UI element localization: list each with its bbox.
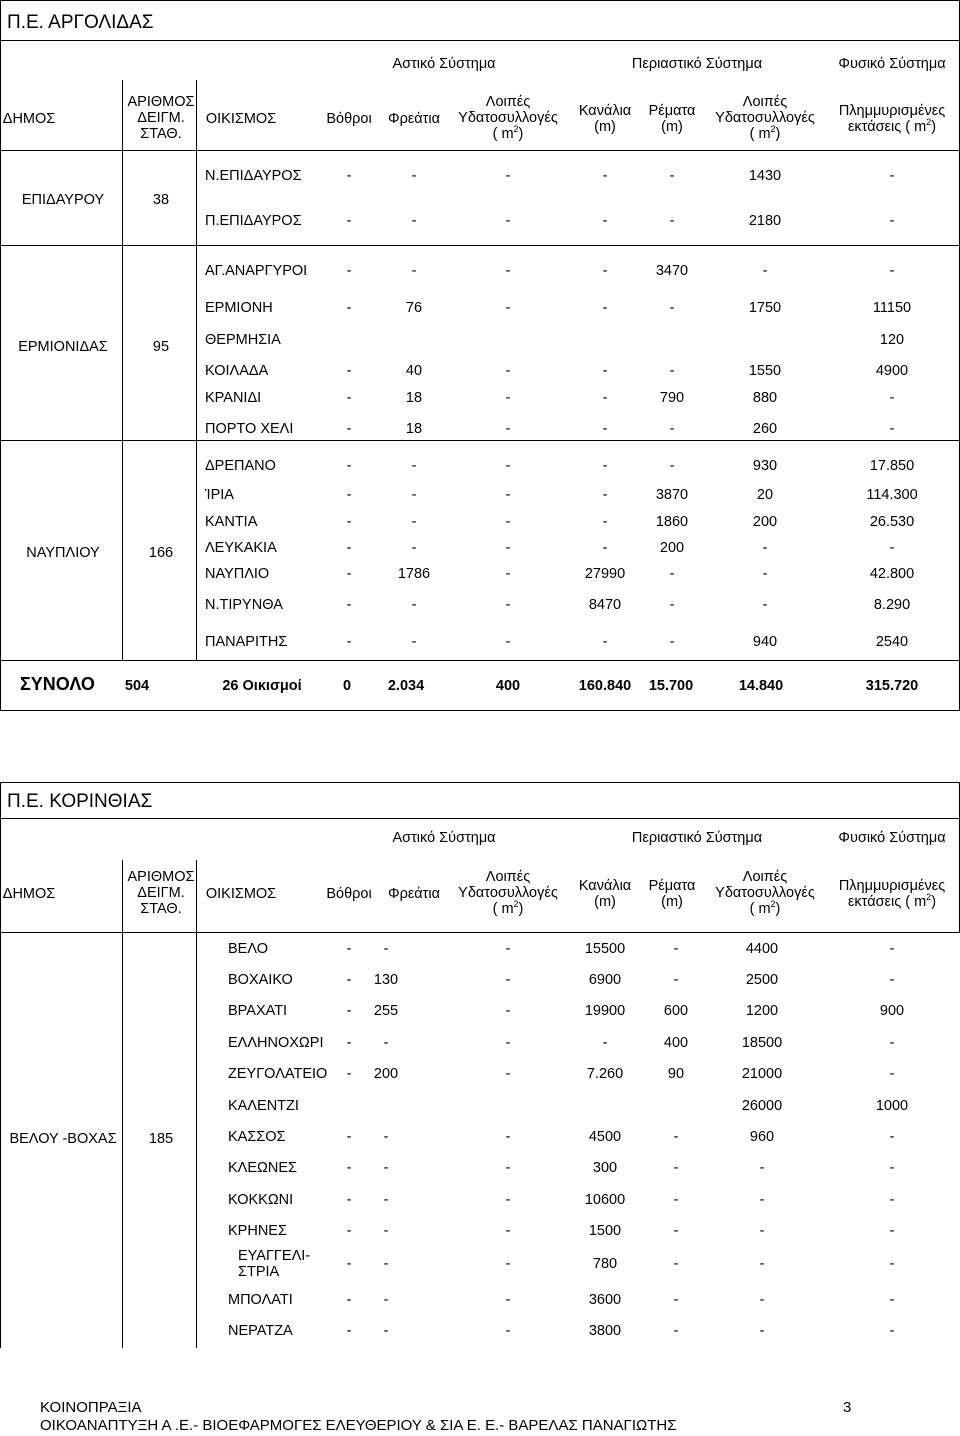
total-value: 315.720 (865, 678, 919, 694)
cell-value: - (602, 421, 608, 437)
settlement-name: ΒΟΧΑΙΚΟ (228, 972, 293, 988)
cell-value: - (346, 634, 352, 650)
cell-value: - (889, 213, 895, 229)
cell-value: - (889, 1192, 895, 1208)
cell-value: - (602, 213, 608, 229)
cell-value: - (383, 1256, 389, 1272)
cell-value: - (346, 1035, 352, 1051)
cell-value: - (346, 1003, 352, 1019)
municipality-count: 95 (152, 339, 170, 355)
cell-value: 930 (752, 458, 778, 474)
total-label: ΣΥΝΟΛΟ (20, 674, 95, 694)
cell-value: - (889, 1129, 895, 1145)
col-remata: Ρέματα (m) (648, 878, 696, 910)
cell-value: 42.800 (869, 566, 915, 582)
settlement-name: ΝΑΥΠΛΙΟ (205, 566, 270, 582)
cell-value: - (505, 1129, 511, 1145)
settlement-name: Ν.ΕΠΙΔΑΥΡΟΣ (205, 168, 302, 184)
col-loipes-b: Λοιπές Υδατοσυλλογές ( $m^2$) (715, 94, 815, 142)
settlement-name: ΚΑΣΣΟΣ (228, 1129, 286, 1145)
cell-value: - (759, 1192, 765, 1208)
col-kanalia: Κανάλια (m) (578, 103, 632, 135)
cell-value: 200 (373, 1066, 399, 1082)
cell-value: 76 (405, 300, 423, 316)
cell-value: 1430 (748, 168, 782, 184)
cell-value: - (346, 566, 352, 582)
col-dimos: ΔΗΜΟΣ (2, 111, 56, 127)
col-freatia: Φρεάτια (388, 111, 440, 127)
settlement-name: ΠΟΡΤΟ ΧΕΛΙ (205, 421, 294, 437)
cell-value: - (673, 1223, 679, 1239)
group-peri: Περιαστικό Σύστημα (631, 56, 763, 72)
cell-value: 780 (592, 1256, 618, 1272)
cell-value: - (383, 1035, 389, 1051)
municipality-name: ΕΡΜΙΟΝΙΔΑΣ (18, 339, 108, 355)
cell-value: 90 (667, 1066, 685, 1082)
cell-value: - (411, 168, 417, 184)
cell-value: 2500 (745, 972, 779, 988)
cell-value: - (673, 941, 679, 957)
cell-value: - (346, 597, 352, 613)
col-plimmyrismenes: Πλημμυρισμένες εκτάσεις ( $m^2$) (838, 103, 946, 135)
settlement-name: ΚΟΚΚΩΝΙ (228, 1192, 294, 1208)
municipality-name: ΝΑΥΠΛΙΟΥ (26, 545, 100, 561)
cell-value: - (669, 597, 675, 613)
cell-value: - (505, 363, 511, 379)
cell-value: 3470 (655, 263, 689, 279)
cell-value: - (669, 213, 675, 229)
cell-value: - (759, 1160, 765, 1176)
cell-value: - (762, 566, 768, 582)
cell-value: - (762, 597, 768, 613)
cell-value: 8470 (588, 597, 622, 613)
cell-value: - (889, 972, 895, 988)
cell-value: 940 (752, 634, 778, 650)
cell-value: - (889, 1066, 895, 1082)
cell-value: 18 (405, 421, 423, 437)
cell-value: 1500 (588, 1223, 622, 1239)
settlement-name: ΒΕΛΟ (228, 941, 269, 957)
cell-value: - (346, 1292, 352, 1308)
cell-value: 255 (373, 1003, 399, 1019)
cell-value: - (383, 941, 389, 957)
settlement-name: ΕΛΛΗΝΟΧΩΡΙ (228, 1035, 324, 1051)
total-value: 14.840 (738, 678, 784, 694)
col-plimmyrismenes: Πλημμυρισμένες εκτάσεις ( $m^2$) (838, 878, 946, 910)
cell-value: 1786 (397, 566, 431, 582)
cell-value: - (411, 263, 417, 279)
cell-value: - (602, 300, 608, 316)
cell-value: - (411, 540, 417, 556)
cell-value: 1200 (745, 1003, 779, 1019)
cell-value: - (889, 421, 895, 437)
settlement-name: ΠΑΝΑΡΙΤΗΣ (205, 634, 288, 650)
cell-value: - (411, 597, 417, 613)
cell-value: - (889, 168, 895, 184)
col-oikismos: ΟΙΚΙΣΜΟΣ (205, 111, 277, 127)
col-dimos: ΔΗΜΟΣ (2, 886, 56, 902)
cell-value: - (411, 458, 417, 474)
cell-value: - (383, 1323, 389, 1339)
cell-value: - (673, 1256, 679, 1272)
cell-value: 1860 (655, 514, 689, 530)
settlement-name: ΒΡΑΧΑΤΙ (228, 1003, 288, 1019)
total-value: 15.700 (648, 678, 694, 694)
cell-value: 880 (752, 390, 778, 406)
col-remata: Ρέματα (m) (648, 103, 696, 135)
section-title: Π.Ε. ΑΡΓΟΛΙΔΑΣ (7, 12, 154, 33)
cell-value: - (346, 1160, 352, 1176)
cell-value: - (346, 514, 352, 530)
page-number: 3 (843, 1399, 852, 1416)
group-peri: Περιαστικό Σύστημα (631, 830, 763, 846)
settlement-name: ΚΛΕΩΝΕΣ (228, 1160, 297, 1176)
group-natural: Φυσικό Σύστημα (838, 830, 946, 846)
cell-value: - (505, 168, 511, 184)
cell-value: - (346, 1192, 352, 1208)
cell-value: - (505, 1323, 511, 1339)
municipality-name: ΒΕΛΟΥ -ΒΟΧΑΣ (9, 1131, 117, 1147)
cell-value: - (669, 634, 675, 650)
cell-value: - (505, 421, 511, 437)
cell-value: - (889, 1292, 895, 1308)
cell-value: - (889, 540, 895, 556)
settlement-name: ΚΑΝΤΙΑ (205, 514, 258, 530)
cell-value: 21000 (741, 1066, 783, 1082)
cell-value: - (669, 300, 675, 316)
cell-value: - (889, 1223, 895, 1239)
municipality-count: 185 (148, 1131, 174, 1147)
cell-value: - (602, 363, 608, 379)
group-urban: Αστικό Σύστημα (392, 56, 496, 72)
settlement-name: ΚΟΙΛΑΔΑ (205, 363, 269, 379)
settlement-name: Π.ΕΠΙΔΑΥΡΟΣ (205, 213, 302, 229)
cell-value: 3870 (655, 487, 689, 503)
cell-value: - (762, 263, 768, 279)
cell-value: - (673, 1323, 679, 1339)
total-value: 400 (495, 678, 521, 694)
col-kanalia: Κανάλια (m) (578, 878, 632, 910)
settlement-name: Ν.ΤΙΡΥΝΘΑ (205, 597, 283, 613)
cell-value: - (383, 1129, 389, 1145)
cell-value: 400 (663, 1035, 689, 1051)
cell-value: - (346, 1223, 352, 1239)
col-arithmos: ΑΡΙΘΜΟΣ ΔΕΙΓΜ. ΣΤΑΘ. (127, 94, 195, 142)
settlement-name: ΖΕΥΓΟΛΑΤΕΙΟ (228, 1066, 328, 1082)
cell-value: - (383, 1292, 389, 1308)
cell-value: 26000 (741, 1098, 783, 1114)
cell-value: - (346, 421, 352, 437)
cell-value: - (505, 300, 511, 316)
cell-value: 6900 (588, 972, 622, 988)
cell-value: - (889, 1256, 895, 1272)
cell-value: 26.530 (869, 514, 915, 530)
cell-value: - (889, 263, 895, 279)
cell-value: 300 (592, 1160, 618, 1176)
cell-value: - (602, 458, 608, 474)
cell-value: - (669, 168, 675, 184)
cell-value: - (346, 263, 352, 279)
cell-value: 260 (752, 421, 778, 437)
cell-value: - (411, 213, 417, 229)
col-vothroi: Βόθροι (326, 111, 372, 127)
cell-value: 200 (752, 514, 778, 530)
cell-value: - (505, 540, 511, 556)
cell-value: - (505, 487, 511, 503)
cell-value: - (673, 1160, 679, 1176)
col-vothroi: Βόθροι (326, 886, 372, 902)
cell-value: - (889, 390, 895, 406)
settlement-name: ΘΕΡΜΗΣΙΑ (205, 332, 281, 348)
cell-value: 790 (659, 390, 685, 406)
cell-value: 900 (879, 1003, 905, 1019)
municipality-name: ΕΠΙΔΑΥΡΟΥ (21, 192, 105, 208)
cell-value: 130 (373, 972, 399, 988)
cell-value: 3600 (588, 1292, 622, 1308)
cell-value: 11150 (872, 300, 912, 316)
cell-value: - (505, 213, 511, 229)
settlement-name: ΑΓ.ΑΝΑΡΓΥΡΟΙ (205, 263, 308, 279)
cell-value: 4500 (588, 1129, 622, 1145)
cell-value: - (383, 1160, 389, 1176)
cell-value: 1000 (875, 1098, 909, 1114)
cell-value: - (346, 1066, 352, 1082)
cell-value: - (346, 300, 352, 316)
col-loipes-b: Λοιπές Υδατοσυλλογές ( $m^2$) (715, 869, 815, 917)
cell-value: - (346, 1323, 352, 1339)
cell-value: - (673, 1292, 679, 1308)
cell-value: - (889, 1323, 895, 1339)
cell-value: - (505, 1066, 511, 1082)
cell-value: - (669, 458, 675, 474)
cell-value: - (505, 1292, 511, 1308)
municipality-count: 166 (148, 545, 174, 561)
cell-value: - (673, 1192, 679, 1208)
cell-value: - (602, 1035, 608, 1051)
cell-value: 2540 (875, 634, 909, 650)
cell-value: - (669, 421, 675, 437)
cell-value: 27990 (584, 566, 626, 582)
settlement-name: ΊΡΙΑ (205, 487, 234, 503)
cell-value: - (505, 597, 511, 613)
cell-value: - (411, 634, 417, 650)
settlement-name: ΚΡΗΝΕΣ (228, 1223, 287, 1239)
cell-value: - (669, 363, 675, 379)
cell-value: 18 (405, 390, 423, 406)
cell-value: 200 (659, 540, 685, 556)
cell-value: - (346, 487, 352, 503)
cell-value: - (759, 1323, 765, 1339)
cell-value: - (602, 634, 608, 650)
cell-value: - (889, 1160, 895, 1176)
cell-value: - (505, 1035, 511, 1051)
cell-value: - (602, 514, 608, 530)
cell-value: - (346, 390, 352, 406)
group-natural: Φυσικό Σύστημα (838, 56, 946, 72)
cell-value: - (505, 972, 511, 988)
cell-value: 114.300 (866, 487, 918, 503)
cell-value: 17.850 (869, 458, 915, 474)
cell-value: - (889, 941, 895, 957)
cell-value: - (505, 263, 511, 279)
cell-value: 8.290 (873, 597, 911, 613)
cell-value: - (505, 1223, 511, 1239)
settlement-name: ΝΕΡΑΤΖΑ (228, 1323, 293, 1339)
cell-value: - (411, 487, 417, 503)
cell-value: - (411, 514, 417, 530)
total-value: 2.034 (387, 678, 425, 694)
col-oikismos: ΟΙΚΙΣΜΟΣ (205, 886, 277, 902)
cell-value: - (602, 487, 608, 503)
cell-value: - (346, 972, 352, 988)
footer-line1: ΚΟΙΝΟΠΡΑΞΙΑ (40, 1399, 142, 1416)
cell-value: - (505, 514, 511, 530)
cell-value: 40 (405, 363, 423, 379)
cell-value: - (346, 540, 352, 556)
municipality-count: 38 (152, 192, 170, 208)
total-count: 504 (124, 678, 150, 694)
cell-value: - (759, 1223, 765, 1239)
cell-value: - (602, 540, 608, 556)
cell-value: - (505, 1256, 511, 1272)
col-loipes: Λοιπές Υδατοσυλλογές ( $m^2$) (458, 869, 558, 917)
cell-value: - (759, 1292, 765, 1308)
cell-value: 3800 (588, 1323, 622, 1339)
cell-value: - (505, 390, 511, 406)
cell-value: - (505, 1003, 511, 1019)
total-value: 0 (342, 678, 352, 694)
cell-value: - (346, 213, 352, 229)
col-arithmos: ΑΡΙΘΜΟΣ ΔΕΙΓΜ. ΣΤΑΘ. (127, 869, 195, 917)
cell-value: 1550 (748, 363, 782, 379)
settlement-name: ΕΥΑΓΓΕΛΙ- ΣΤΡΙΑ (238, 1248, 311, 1280)
cell-value: - (346, 168, 352, 184)
cell-value: - (505, 566, 511, 582)
group-urban: Αστικό Σύστημα (392, 830, 496, 846)
settlement-name: ΕΡΜΙΟΝΗ (205, 300, 273, 316)
cell-value: - (346, 458, 352, 474)
cell-value: 10600 (584, 1192, 626, 1208)
cell-value: - (505, 1160, 511, 1176)
cell-value: - (673, 972, 679, 988)
cell-value: - (505, 941, 511, 957)
cell-value: 4400 (745, 941, 779, 957)
cell-value: - (346, 1129, 352, 1145)
cell-value: - (602, 168, 608, 184)
cell-value: - (505, 1192, 511, 1208)
settlement-name: ΜΠΟΛΑΤΙ (228, 1292, 293, 1308)
cell-value: 19900 (584, 1003, 626, 1019)
col-freatia: Φρεάτια (388, 886, 440, 902)
cell-value: 960 (749, 1129, 775, 1145)
cell-value: 20 (756, 487, 774, 503)
cell-value: - (505, 458, 511, 474)
cell-value: 4900 (875, 363, 909, 379)
cell-value: - (505, 634, 511, 650)
cell-value: 7.260 (586, 1066, 624, 1082)
cell-value: - (669, 566, 675, 582)
col-loipes: Λοιπές Υδατοσυλλογές ( $m^2$) (458, 94, 558, 142)
settlement-name: ΛΕΥΚΑΚΙΑ (205, 540, 277, 556)
cell-value: 600 (663, 1003, 689, 1019)
cell-value: - (889, 1035, 895, 1051)
cell-value: - (762, 540, 768, 556)
settlement-name: ΚΑΛΕΝΤΖΙ (228, 1098, 299, 1114)
cell-value: - (383, 1192, 389, 1208)
cell-value: 120 (879, 332, 905, 348)
cell-value: - (602, 390, 608, 406)
cell-value: - (346, 941, 352, 957)
cell-value: 18500 (741, 1035, 783, 1051)
cell-value: - (673, 1129, 679, 1145)
cell-value: - (383, 1223, 389, 1239)
cell-value: 15500 (584, 941, 626, 957)
settlement-name: ΔΡΕΠΑΝΟ (205, 458, 276, 474)
cell-value: 1750 (748, 300, 782, 316)
cell-value: - (346, 363, 352, 379)
cell-value: - (346, 1256, 352, 1272)
settlement-name: ΚΡΑΝΙΔΙ (205, 390, 262, 406)
cell-value: - (602, 263, 608, 279)
section-title: Π.Ε. ΚΟΡΙΝΘΙΑΣ (7, 791, 153, 812)
total-settlements: 26 Οικισμοί (222, 678, 302, 694)
cell-value: - (759, 1256, 765, 1272)
footer-line2: ΟΙΚΟΑΝΑΠΤΥΞΗ Α .Ε.- ΒΙΟΕΦΑΡΜΟΓΕΣ ΕΛΕΥΘΕΡΙΟΥ & ΣΙΑ Ε. Ε.- ΒΑΡΕΛΑΣ ΠΑΝΑΓΙΩΤΗΣ (40, 1417, 677, 1434)
cell-value: 2180 (748, 213, 782, 229)
total-value: 160.840 (578, 678, 632, 694)
